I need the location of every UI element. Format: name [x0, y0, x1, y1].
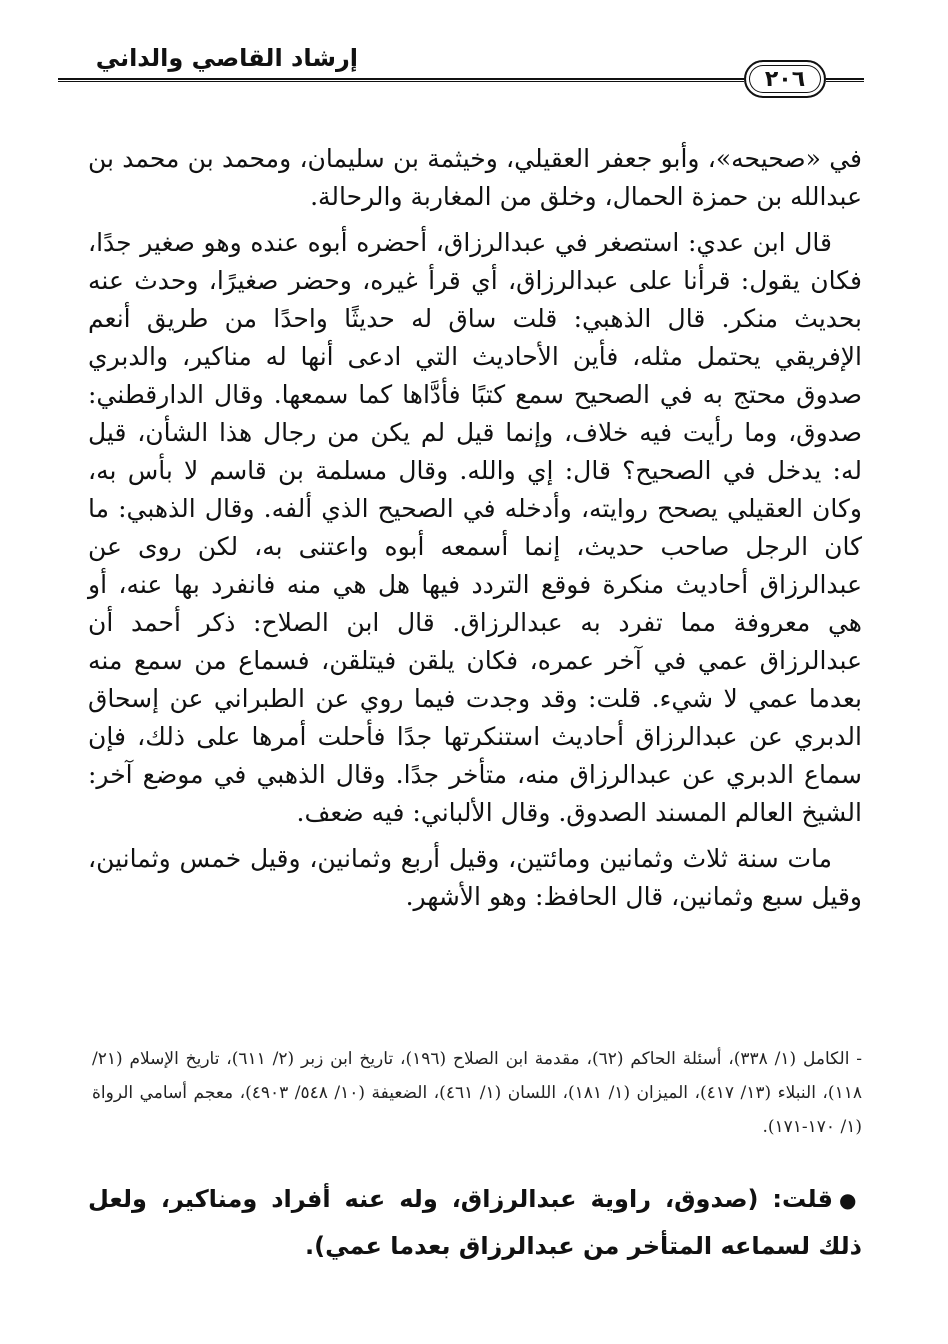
- page-number-badge: ٢٠٦: [744, 60, 826, 98]
- header-rule-left: [58, 78, 744, 82]
- bullet-icon: ●: [838, 1188, 863, 1212]
- author-note: [88, 1176, 862, 1269]
- paragraph-2: قال ابن عدي: استصغر في عبدالرزاق، أحضره أبوه عنده وهو صغير جدًا، فكان يقول: قرأنا على عبدالرزاق، أي قرأ غيره، وحضر صغيرًا، وحدث عنه بحديث منكر. قال الذهبي: قلت ساق له حديثًا واحدًا من طريق أنعم الإفريقي يحتمل مثله، فأين الأحاديث التي ادعى أنها له مناكير، والدبري صدوق محتج به في الصحيح سمع كتبًا فأدَّاها كما سمعها. وقال الدارقطني: صدوق، وما رأيت فيه خلاف، وإنما قيل لم يكن من رجال هذا الشأن، قيل له: يدخل في الصحيح؟ قال: إي والله. وقال مسلمة بن قاسم لا بأس به، وكان العقيلي يصحح روايته، وأدخله في الصحيح الذي ألفه. وقال الذهبي: ما كان الرجل صاحب حديث، إنما أسمعه أبوه واعتنى به، لكن روى عن عبدالرزاق أحاديث منكرة فوقع التردد فيها هل هي منه فانفرد بها عنه، أو هي معروفة مما تفرد به عبدالرزاق. قال ابن الصلاح: ذكر أحمد أن عبدالرزاق عمي في آخر عمره، فكان يلقن فيتلقن، فسماع من سمع منه بعدما عمي لا شيء. قلت: وقد وجدت فيما روي عن الطبراني عن إسحاق الدبري عن عبدالرزاق أحاديث استنكرتها جدًا فأحلت أمرها على ذلك، فإن سماع الدبري عن عبدالرزاق منه، متأخر جدًا. وقال الذهبي في موضع آخر: الشيخ العالم المسند الصدوق. وقال الألباني: فيه ضعف.: [88, 228, 862, 827]
- paragraph-3: مات سنة ثلاث وثمانين ومائتين، وقيل أربع وثمانين، وقيل خمس وثمانين، وقيل سبع وثمانين، قال الحافظ: وهو الأشهر.: [88, 844, 862, 911]
- author-note-text: قلت: (صدوق، راوية عبدالرزاق، وله عنه أفراد ومناكير، ولعل ذلك لسماعه المتأخر من عبدالرزاق بعدما عمي).: [88, 1185, 862, 1260]
- main-text: [88, 140, 862, 924]
- running-header-title: إرشاد القاصي والداني: [95, 44, 358, 72]
- paragraph-1: في «صحيحه»، وأبو جعفر العقيلي، وخيثمة بن سليمان، ومحمد بن محمد بن عبدالله بن حمزة الحمال، وخلق من المغاربة والرحالة.: [88, 144, 862, 211]
- footnote: - الكامل (١/ ٣٣٨)، أسئلة الحاكم (٦٢)، مقدمة ابن الصلاح (١٩٦)، تاريخ ابن زبر (٢/ ٦١١)، تاريخ الإسلام (٢١/ ١١٨)، النبلاء (١٣/ ٤١٧)، الميزان (١/ ١٨١)، اللسان (١/ ٤٦١)، الضعيفة (١٠/ ٥٤٨/ ٤٩٠٣)، معجم أسامي الرواة (١/ ١٧٠-١٧١).: [92, 1049, 863, 1137]
- header-rule-right: [826, 78, 864, 82]
